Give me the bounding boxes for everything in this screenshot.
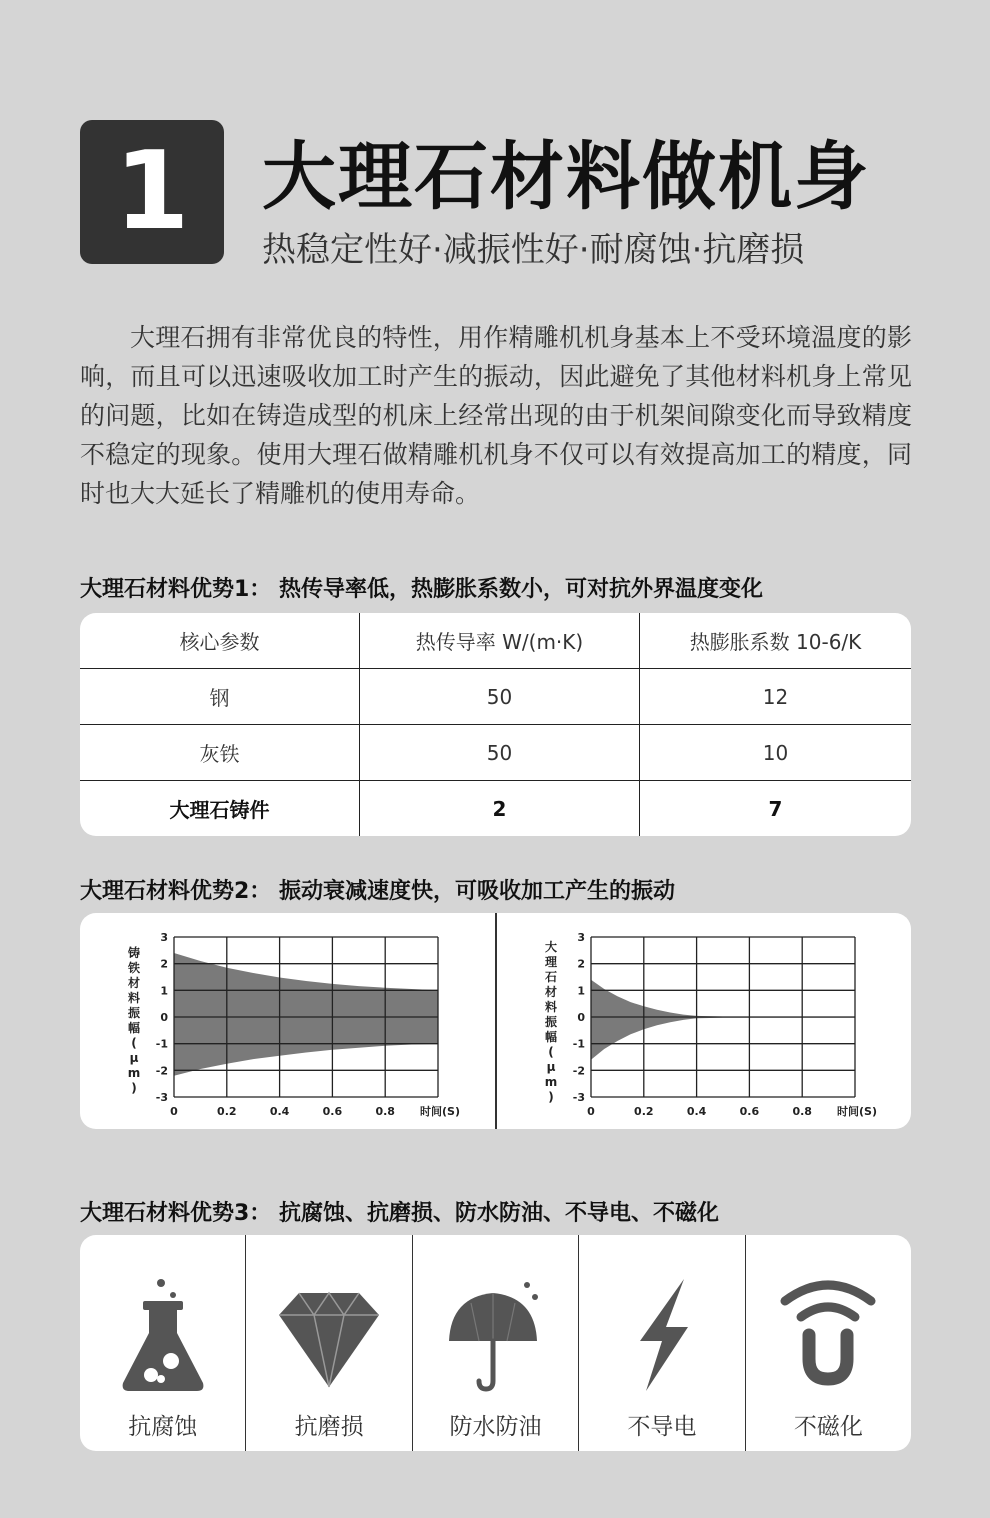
- table-header-cell: 热传导率 W/(m·K): [360, 613, 640, 669]
- marble-chart: [497, 913, 912, 1129]
- feature-nonconductive: [579, 1235, 745, 1451]
- feature-nonmagnetic: [746, 1235, 911, 1451]
- feature-label: 抗磨损: [294, 1414, 364, 1440]
- amplitude-area: [174, 953, 438, 1076]
- features-card: [80, 1235, 911, 1451]
- x-tick-label: 0.6: [322, 1105, 343, 1118]
- x-tick-label: 0.2: [217, 1105, 237, 1118]
- x-tick-label: 0.6: [739, 1105, 759, 1118]
- y-axis-label: 大理石材料振幅( μ m ): [544, 940, 557, 1104]
- advantage2-title: 大理石材料优势2： 振动衰减速度快，可吸收加工产生的振动: [80, 879, 675, 904]
- y-tick-label: 0: [576, 1011, 585, 1024]
- feature-wear: [246, 1235, 412, 1451]
- table-row: [80, 669, 911, 725]
- feature-label: 防水防油: [449, 1414, 542, 1440]
- x-tick-label: 0.8: [791, 1105, 812, 1118]
- y-tick-label: 3: [160, 931, 168, 944]
- y-tick-label: 1: [160, 984, 168, 998]
- x-tick-label: 0.4: [686, 1105, 706, 1118]
- table-header-cell: 核心参数: [80, 613, 360, 669]
- table-row: [80, 725, 911, 781]
- y-tick-label: -1: [572, 1037, 585, 1051]
- section-number-box: [80, 120, 224, 264]
- table-cell: 7: [768, 796, 783, 821]
- table-header-row: [80, 613, 911, 669]
- table-header-cell: 热膨胀系数 10-6/K: [640, 613, 912, 669]
- diamond-icon: [274, 1275, 384, 1395]
- table-cell: 大理石铸件: [80, 781, 360, 837]
- x-axis-label: 时间(S): [420, 1105, 460, 1118]
- table-cell: 10: [640, 725, 912, 781]
- flask-icon: [113, 1275, 213, 1395]
- feature-label: 不磁化: [793, 1414, 863, 1440]
- y-tick-label: -1: [155, 1037, 168, 1051]
- vibration-charts-card: [80, 913, 911, 1129]
- table-cell: 12: [640, 669, 912, 725]
- y-tick-label: -3: [572, 1091, 585, 1104]
- y-tick-label: -2: [155, 1064, 168, 1078]
- cast-iron-chart: [80, 913, 495, 1129]
- x-tick-label: 0.4: [269, 1105, 290, 1118]
- y-tick-label: 2: [160, 957, 168, 971]
- y-tick-label: 2: [576, 957, 585, 971]
- table-cell: 钢: [80, 669, 360, 725]
- y-tick-label: 3: [576, 931, 585, 944]
- param-table-card: [80, 613, 911, 836]
- x-tick-label: 0: [170, 1105, 178, 1118]
- x-tick-label: 0.8: [375, 1105, 395, 1118]
- umbrella-icon: [441, 1275, 551, 1395]
- intro-paragraph: 大理石拥有非常优良的特性，用作精雕机机身基本上不受环境温度的影响，而且可以迅速吸收加工时产生的振动，因此避免了其他材料机身上常见的问题，比如在铸造成型的机床上经常出现的由于机架间隙变化而导致精度不稳定的现象。使用大理石做精雕机机身不仅可以有效提高加工的精度，同时也大大延长了精雕机的使用寿命。: [80, 323, 912, 508]
- feature-label: 不导电: [627, 1414, 697, 1440]
- amplitude-area: [591, 980, 855, 1060]
- feature-corrosion: [80, 1235, 246, 1451]
- table-row: [80, 781, 911, 837]
- x-tick-label: 0.2: [633, 1105, 654, 1118]
- magnet-icon: [773, 1275, 883, 1395]
- x-tick-label: 0: [586, 1105, 595, 1118]
- param-table: [80, 613, 911, 836]
- y-tick-label: 1: [576, 984, 585, 998]
- marble-chart-svg: [497, 913, 911, 1129]
- cast-iron-chart-svg: [80, 913, 494, 1129]
- y-tick-label: -3: [155, 1091, 168, 1104]
- table-cell: 2: [360, 781, 640, 837]
- feature-label: 抗腐蚀: [128, 1414, 198, 1440]
- y-axis-label: 铸铁材料振幅( μ m ): [127, 946, 141, 1095]
- advantage3-title: 大理石材料优势3： 抗腐蚀、抗磨损、防水防油、不导电、不磁化: [80, 1201, 719, 1226]
- page-title: 大理石材料做机身: [262, 134, 870, 220]
- page-subtitle: 热稳定性好·减振性好·耐腐蚀·抗磨损: [262, 230, 805, 270]
- table-cell: 50: [360, 669, 640, 725]
- table-cell: 灰铁: [80, 725, 360, 781]
- table-cell: 50: [360, 725, 640, 781]
- y-tick-label: -2: [572, 1064, 585, 1078]
- y-tick-label: 0: [160, 1011, 168, 1024]
- feature-waterproof: [413, 1235, 579, 1451]
- lightning-icon: [622, 1275, 702, 1395]
- advantage1-title: 大理石材料优势1： 热传导率低，热膨胀系数小，可对抗外界温度变化: [80, 577, 763, 602]
- section-number: 1: [114, 129, 190, 254]
- x-axis-label: 时间(S): [836, 1105, 877, 1118]
